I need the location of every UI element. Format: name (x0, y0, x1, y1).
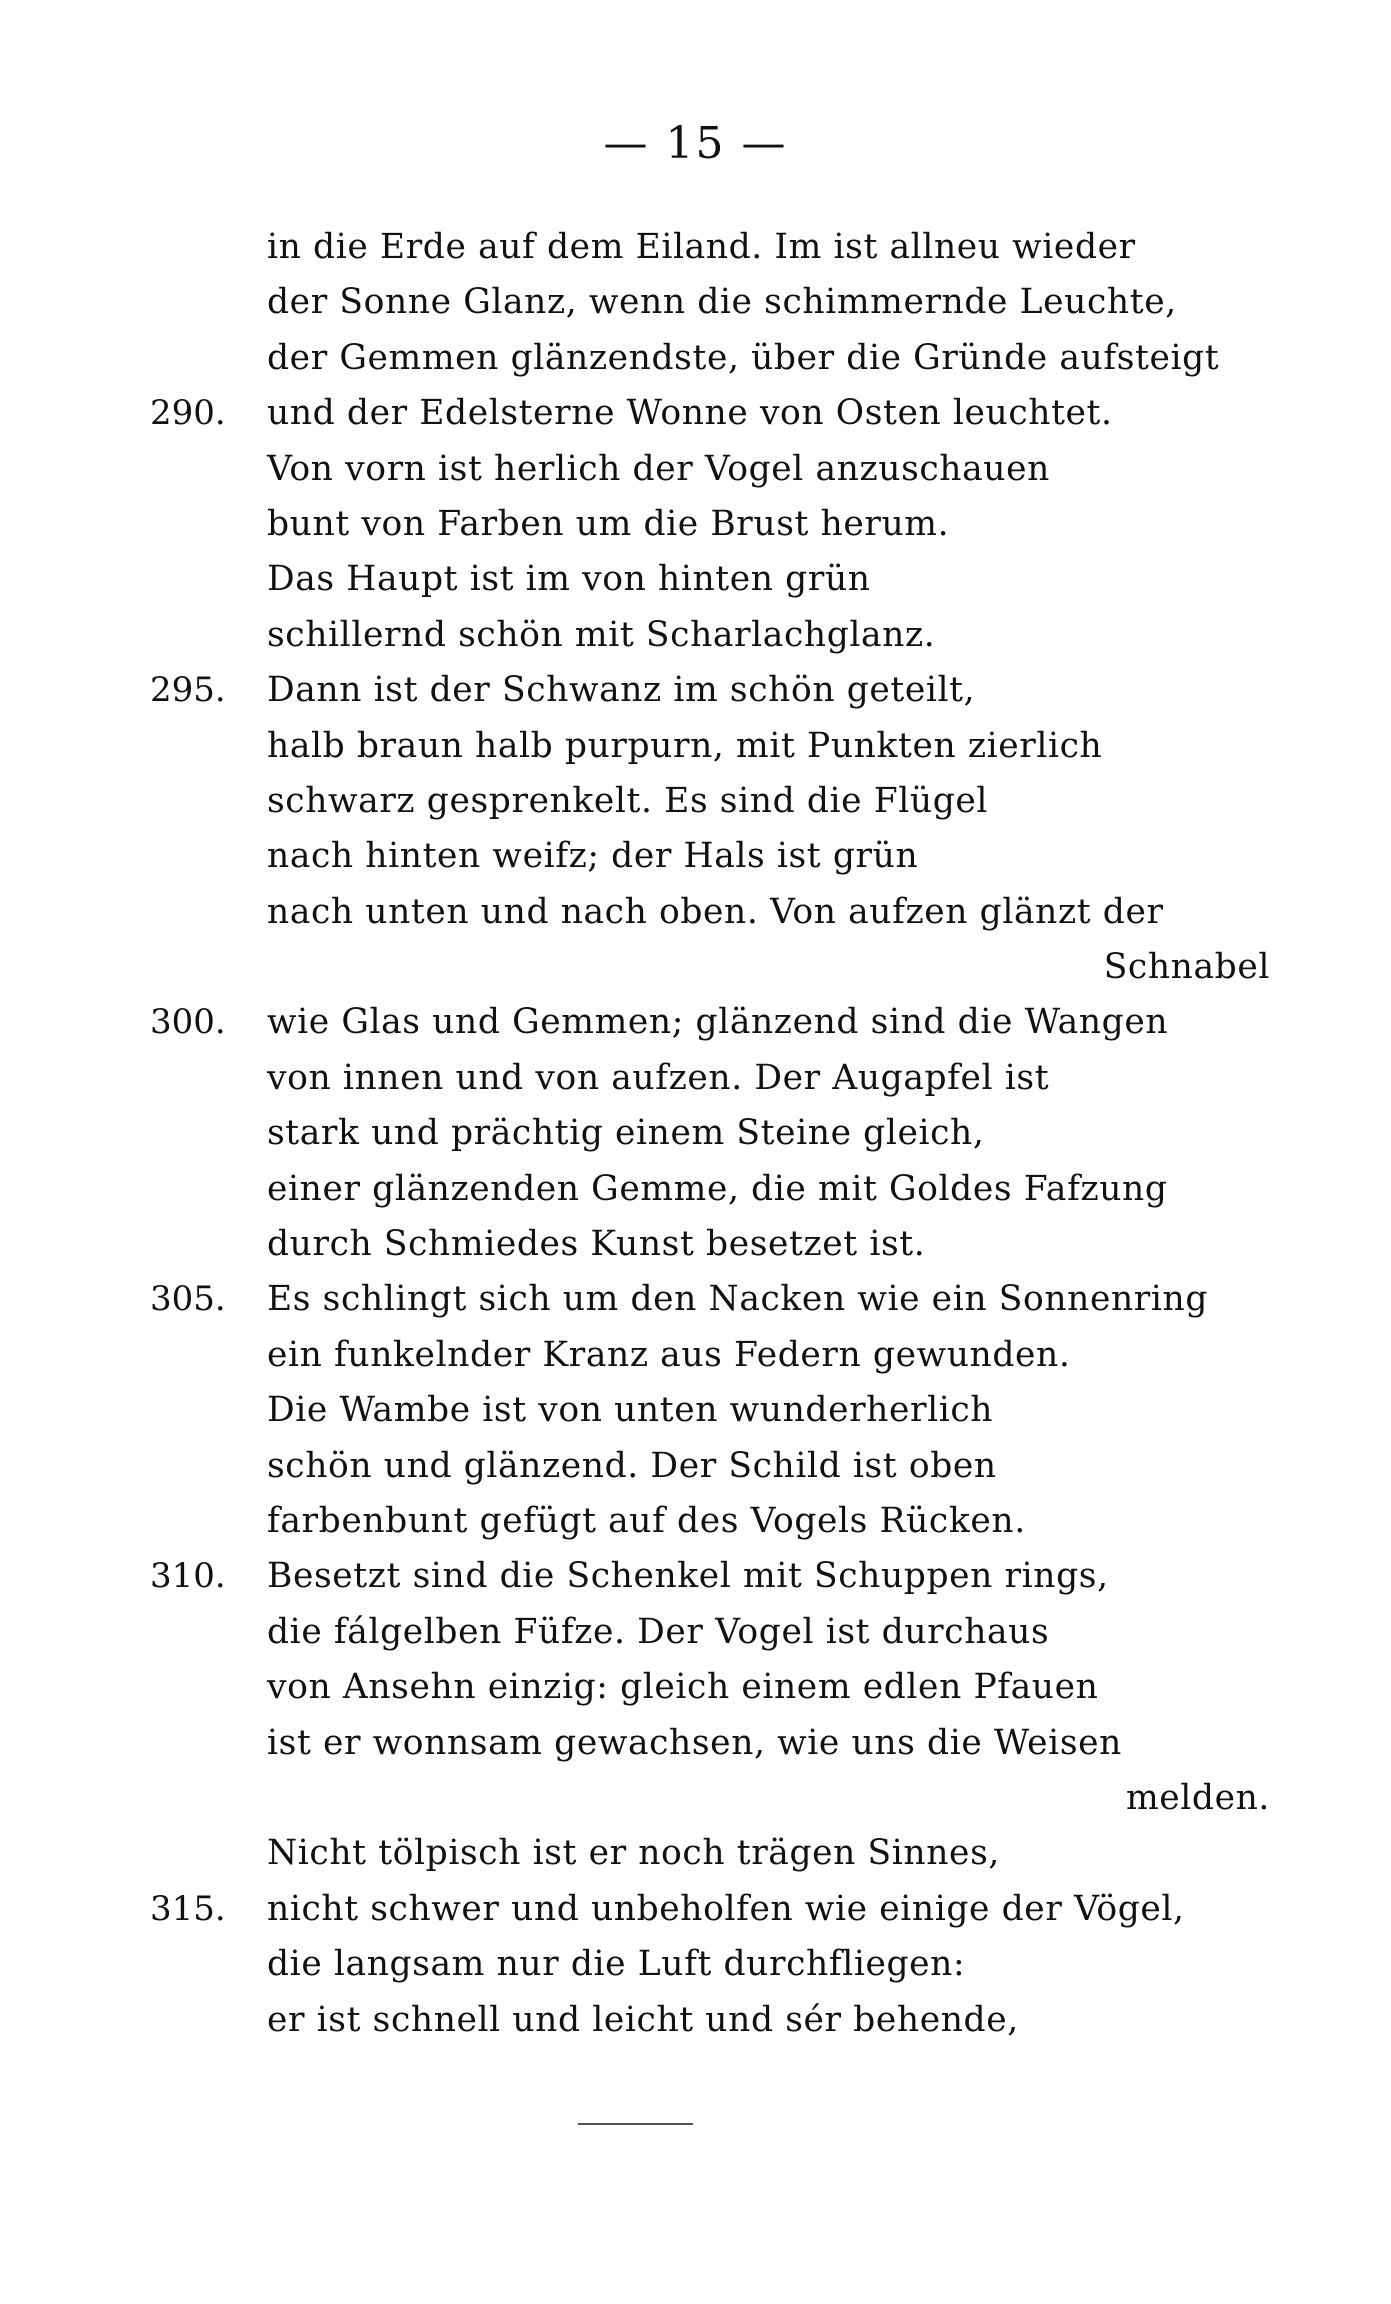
verse-line (150, 1494, 1270, 1549)
footer-rule (578, 2123, 693, 2125)
verse-line (150, 220, 1270, 275)
verse-line (150, 885, 1270, 940)
verse-line (150, 442, 1270, 497)
line-text: ein funkelnder Kranz aus Federn gewunden. (267, 1334, 1071, 1375)
line-text: einer glänzenden Gemme, die mit Goldes Fafzung (267, 1168, 1168, 1209)
line-text: schwarz gesprenkelt. Es sind die Flügel (267, 780, 989, 821)
line-text: Dann ist der Schwanz im schön geteilt, (267, 670, 976, 711)
line-text: wie Glas und Gemmen; glänzend sind die Wangen (267, 1002, 1169, 1043)
line-text: er ist schnell und leicht und sér behende, (267, 1999, 1019, 2040)
line-number: 305. (150, 1279, 226, 1320)
verse-line (150, 940, 1270, 995)
verse-text-block (150, 220, 1270, 2048)
verse-line (150, 774, 1270, 829)
verse-line (150, 1272, 1270, 1327)
verse-line (150, 497, 1270, 552)
line-text: von Ansehn einzig: gleich einem edlen Pfauen (267, 1667, 1099, 1708)
line-text: halb braun halb purpurn, mit Punkten zierlich (267, 725, 1103, 766)
line-number: 310. (150, 1556, 226, 1597)
verse-line (150, 1162, 1270, 1217)
line-text: Schnabel (1103, 947, 1270, 988)
verse-line (150, 663, 1270, 718)
verse-line (150, 1826, 1270, 1881)
verse-line (150, 1051, 1270, 1106)
line-text: der Sonne Glanz, wenn die schimmernde Leuchte, (267, 282, 1177, 323)
line-number: 300. (150, 1002, 226, 1043)
verse-line (150, 1439, 1270, 1494)
line-text: schön und glänzend. Der Schild ist oben (267, 1445, 997, 1486)
verse-line (150, 331, 1270, 386)
line-text: die langsam nur die Luft durchfliegen: (267, 1944, 966, 1985)
line-text: Es schlingt sich um den Nacken wie ein Sonnenring (267, 1279, 1209, 1320)
line-text: Besetzt sind die Schenkel mit Schuppen rings, (267, 1556, 1109, 1597)
line-text: Von vorn ist herlich der Vogel anzuschauen (267, 448, 1050, 489)
line-text: Das Haupt ist im von hinten grün (267, 559, 871, 600)
verse-line (150, 995, 1270, 1050)
verse-line (150, 1605, 1270, 1660)
verse-line (150, 1771, 1270, 1826)
line-text: stark und prächtig einem Steine gleich, (267, 1113, 985, 1154)
line-text: schillernd schön mit Scharlachglanz. (267, 614, 936, 655)
verse-line (150, 1937, 1270, 1992)
line-text: durch Schmiedes Kunst besetzet ist. (267, 1224, 926, 1265)
line-text: in die Erde auf dem Eiland. Im ist allneu wieder (267, 227, 1136, 267)
line-text: Die Wambe ist von unten wunderherlich (267, 1390, 994, 1431)
verse-line (150, 1882, 1270, 1937)
verse-line (150, 1993, 1270, 2048)
line-text: von innen und von aufzen. Der Augapfel ist (267, 1057, 1050, 1098)
line-text: nach hinten weifz; der Hals ist grün (267, 836, 919, 877)
verse-line (150, 1106, 1270, 1161)
line-text: der Gemmen glänzendste, über die Gründe aufsteigt (267, 337, 1220, 378)
line-text: die fálgelben Füfze. Der Vogel ist durchaus (267, 1611, 1050, 1652)
verse-line (150, 552, 1270, 607)
verse-line (150, 1383, 1270, 1438)
line-number: 290. (150, 393, 226, 434)
verse-line (150, 275, 1270, 330)
verse-line (150, 1328, 1270, 1383)
line-text: bunt von Farben um die Brust herum. (267, 503, 950, 544)
line-text: Nicht tölpisch ist er noch trägen Sinnes, (267, 1833, 1000, 1874)
verse-line (150, 1217, 1270, 1272)
verse-line (150, 829, 1270, 884)
verse-line (150, 1549, 1270, 1604)
verse-line (150, 1716, 1270, 1771)
verse-line (150, 608, 1270, 663)
line-text: nicht schwer und unbeholfen wie einige der Vögel, (267, 1888, 1185, 1929)
line-number: 315. (150, 1888, 226, 1929)
line-text: und der Edelsterne Wonne von Osten leuchtet. (267, 393, 1113, 434)
line-text: ist er wonnsam gewachsen, wie uns die Weisen (267, 1722, 1122, 1763)
page-number: — 15 — (603, 118, 788, 169)
line-number: 295. (150, 670, 226, 711)
verse-line (150, 386, 1270, 441)
line-text: nach unten und nach oben. Von aufzen glänzt der (267, 891, 1164, 932)
verse-line (150, 719, 1270, 774)
line-text: melden. (1125, 1777, 1270, 1818)
line-text: farbenbunt gefügt auf des Vogels Rücken. (267, 1500, 1026, 1541)
verse-line (150, 1660, 1270, 1715)
